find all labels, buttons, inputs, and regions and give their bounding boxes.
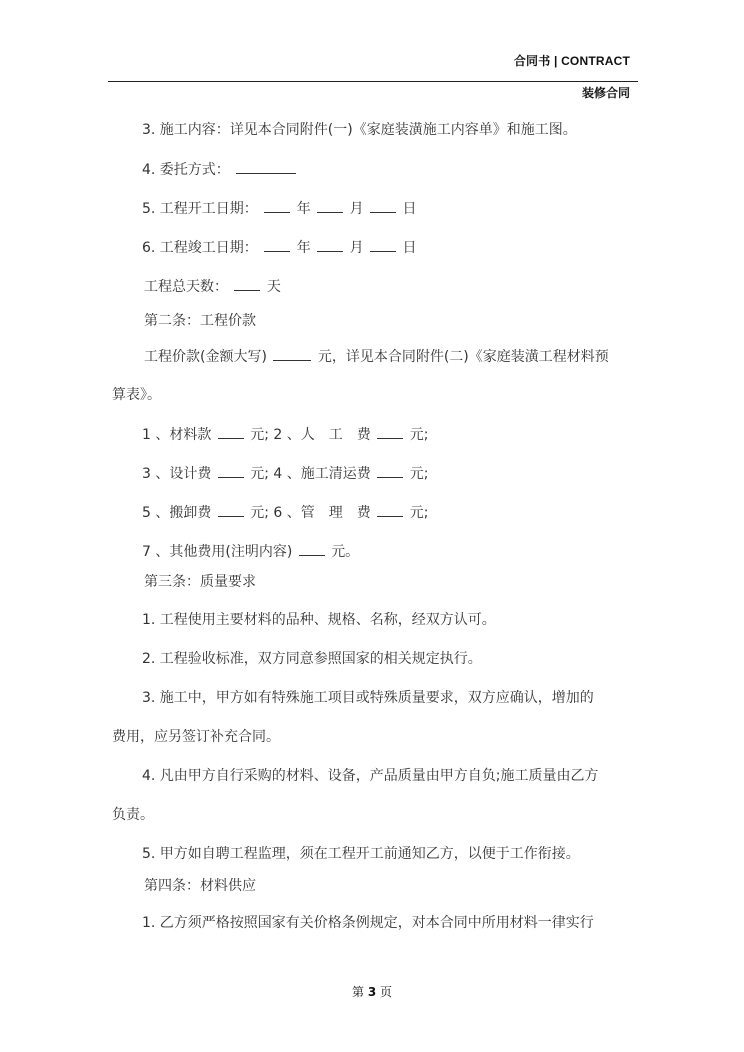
page-prefix: 第 xyxy=(351,985,364,999)
clause-6-end-date xyxy=(142,237,417,258)
blank xyxy=(273,346,311,361)
quality-3-cont: 费用，应另签订补充合同。 xyxy=(112,729,280,745)
quality-5: 5. 甲方如自聘工程监理，须在工程开工前通知乙方，以便于工作衔接。 xyxy=(142,846,580,862)
month-label: 月 xyxy=(349,240,364,256)
quality-1: 1. 工程使用主要材料的品种、规格、名称，经双方认可。 xyxy=(142,612,496,628)
page-number: 3 xyxy=(367,985,377,999)
fee-moving-label: 5 、搬卸费 xyxy=(142,505,212,521)
article-4-title: 第四条：材料供应 xyxy=(144,878,256,894)
fee-management-label: 元; 6 、管 理 费 xyxy=(250,505,371,521)
fee-material-label: 1 、材料款 xyxy=(142,427,212,443)
header-title: 合同书 | CONTRACT xyxy=(513,54,630,68)
blank xyxy=(370,198,396,213)
blank xyxy=(377,424,403,439)
total-days xyxy=(144,276,281,297)
fee-other-unit: 元。 xyxy=(331,544,360,560)
total-days-unit: 天 xyxy=(266,279,281,295)
total-days-label: 工程总天数： xyxy=(144,279,228,295)
fee-unit: 元; xyxy=(409,505,429,521)
blank xyxy=(317,198,343,213)
article-3-title: 第三条：质量要求 xyxy=(144,574,256,590)
quality-2: 2. 工程验收标准，双方同意参照国家的相关规定执行。 xyxy=(142,651,482,667)
fee-row-2 xyxy=(142,463,428,484)
price-line-cont: 算表》。 xyxy=(112,387,161,403)
header-divider xyxy=(108,81,638,82)
entrust-label: 4. 委托方式： xyxy=(142,162,230,178)
page-footer xyxy=(0,983,744,1000)
clause-5-start-date xyxy=(142,198,417,219)
article-2-title: 第二条：工程价款 xyxy=(144,313,256,329)
price-line xyxy=(144,346,609,367)
fee-row-3 xyxy=(142,502,428,523)
material-1: 1. 乙方须严格按照国家有关价格条例规定，对本合同中所用材料一律实行 xyxy=(142,915,594,931)
end-date-label: 6. 工程竣工日期： xyxy=(142,240,258,256)
blank xyxy=(218,502,244,517)
quality-4: 4. 凡由甲方自行采购的材料、设备，产品质量由甲方自负;施工质量由乙方 xyxy=(142,768,599,784)
blank xyxy=(370,237,396,252)
blank xyxy=(234,276,260,291)
blank xyxy=(218,424,244,439)
fee-row-1 xyxy=(142,424,428,445)
day-label: 日 xyxy=(402,201,417,217)
start-date-label: 5. 工程开工日期： xyxy=(142,201,258,217)
month-label: 月 xyxy=(349,201,364,217)
quality-4-cont: 负责。 xyxy=(112,807,154,823)
fee-other-label: 7 、其他费用(注明内容) xyxy=(142,544,293,560)
blank xyxy=(317,237,343,252)
fee-unit: 元; xyxy=(409,427,429,443)
day-label: 日 xyxy=(402,240,417,256)
blank xyxy=(264,198,290,213)
price-suffix: 元，详见本合同附件(二)《家庭装潢工程材料预 xyxy=(317,349,609,365)
fee-cleanup-label: 元; 4 、施工清运费 xyxy=(250,466,371,482)
clause-3-content: 3. 施工内容：详见本合同附件(一)《家庭装潢施工内容单》和施工图。 xyxy=(142,122,577,138)
blank xyxy=(218,463,244,478)
fee-row-4 xyxy=(142,541,359,562)
quality-3: 3. 施工中，甲方如有特殊施工项目或特殊质量要求，双方应确认，增加的 xyxy=(142,690,594,706)
year-label: 年 xyxy=(296,240,311,256)
fee-unit: 元; xyxy=(409,466,429,482)
price-label: 工程价款(金额大写) xyxy=(144,349,267,365)
fee-design-label: 3 、设计费 xyxy=(142,466,212,482)
fee-labor-label: 元; 2 、人 工 费 xyxy=(250,427,371,443)
year-label: 年 xyxy=(296,201,311,217)
clause-4-entrust xyxy=(142,159,298,180)
blank xyxy=(299,541,325,556)
blank xyxy=(377,502,403,517)
page-suffix: 页 xyxy=(380,985,393,999)
entrust-blank xyxy=(236,159,296,174)
blank xyxy=(264,237,290,252)
header-subtitle: 装修合同 xyxy=(581,86,630,100)
blank xyxy=(377,463,403,478)
